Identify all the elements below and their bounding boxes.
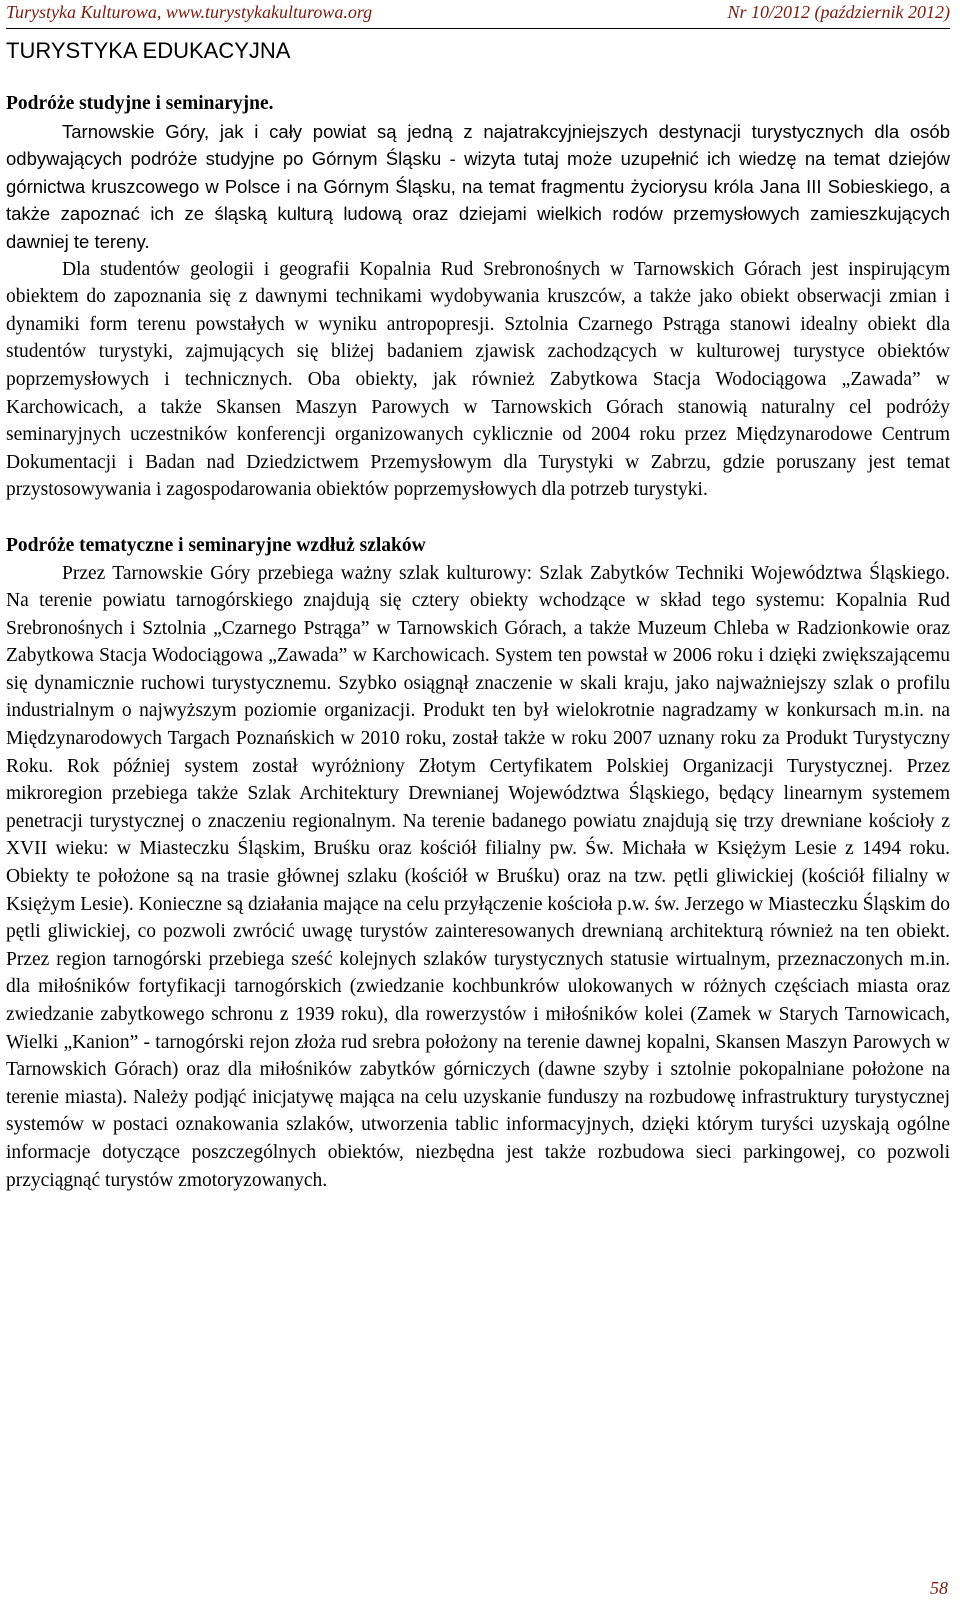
subsection-title-thematic-trips: Podróże tematyczne i seminaryjne wzdłuż szlaków [6, 534, 426, 556]
paragraph: Tarnowskie Góry, jak i cały powiat są jedną z najatrakcyjniejszych destynacji turystycznych dla osób odbywających podróże studyjne po Górnym Śląsku - wizyta tutaj może uzupełnić ich wiedzę na temat dziejów górnictwa kruszcowego w Polsce i na Górnym Śląsku, na temat fragmentu życiorysu króla Jana III Sobieskiego, a także zapoznać ich ze śląską kulturą ludową oraz dziejami wielkich rodów przemysłowych zamieszkujących dawniej te tereny. [6, 120, 950, 252]
subsection-title-study-trips: Podróże studyjne i seminaryjne. [6, 93, 274, 114]
article-body [6, 90, 950, 1194]
section-title: TURYSTYKA EDUKACYJNA [6, 38, 291, 63]
issue-number: Nr 10/2012 (październik 2012) [727, 2, 950, 22]
page-header [6, 0, 950, 29]
paragraph: Dla studentów geologii i geografii Kopalnia Rud Srebronośnych w Tarnowskich Górach jest inspirującym obiektem do zapoznania się z dawnymi technikami wydobywania kruszców, a także jako obiekt obserwacji zmian i dynamiki form terenu powstałych w wyniku antropopresji. Sztolnia Czarnego Pstrąga stanowi idealny obiekt dla studentów turystyki, zajmujących się bliżej badaniem zjawisk zachodzących w kulturowej turystyce obiektów poprzemysłowych i technicznych. Oba obiekty, jak również Zabytkowa Stacja Wodociągowa „Zawada” w Karchowicach, a także Skansen Maszyn Parowych w Tarnowskich Górach stanowią naturalny cel podróży seminaryjnych uczestników konferencji organizowanych cyklicznie od 2004 roku przez Międzynarodowe Centrum Dokumentacji i Badan nad Dziedzictwem Przemysłowym dla Turystyki w Zabrzu, gdzie poruszany jest temat przystosowywania i zagospodarowania obiektów poprzemysłowych dla potrzeb turystyki. [6, 258, 950, 501]
journal-name: Turystyka Kulturowa, www.turystykakulturowa.org [6, 2, 373, 22]
page-number: 58 [930, 1578, 948, 1598]
paragraph: Przez Tarnowskie Góry przebiega ważny szlak kulturowy: Szlak Zabytków Techniki Województwa Śląskiego. Na terenie powiatu tarnogórskiego znajdują się cztery obiekty wchodzące w skład tego systemu: Kopalnia Rud Srebronośnych i Sztolnia „Czarnego Pstrąga” w Tarnowskich Górach, a także Muzeum Chleba w Radzionkowie oraz Zabytkowa Stacja Wodociągowa „Zawada” w Karchowicach. System ten powstał w 2006 roku i dzięki zwiększającemu się dynamicznie ruchowi turystycznemu. Szybko osiągnął znaczenie w skali kraju, jako najważniejszy szlak o profilu industrialnym o najwyższym poziomie organizacji. Produkt ten był wielokrotnie nagradzamy w konkursach m.in. na Międzynarodowych Targach Poznańskich w 2010 roku, został także w roku 2007 uznany roku za Produkt Turystyczny Roku. Rok później system został wyróżniony Złotym Certyfikatem Polskiej Organizacji Turystycznej. Przez mikroregion przebiega także Szlak Architektury Drewnianej Województwa Śląskiego, będący linearnym systemem penetracji turystycznej o znaczeniu regionalnym. Na terenie badanego powiatu znajdują się trzy drewniane kościoły z XVII wieku: w Miasteczku Śląskim, Bruśku oraz kościół filialny pw. Św. Michała w Księżym Lesie z 1494 roku. Obiekty te położone są na trasie głównej szlaku (kościół w Bruśku) oraz na tzw. pętli gliwickiej (kościół filialny w Księżym Lesie). Konieczne są działania mające na celu przyłączenie kościoła p.w. św. Jerzego w Miasteczku Śląskim do pętli gliwickiej, co pozwoli zwrócić uwagę turystów zainteresowanych drewnianą architekturą również na ten obiekt. Przez region tarnogórski przebiega sześć kolejnych szlaków turystycznych statusie wirtualnym, przeznaczonych m.in. dla miłośników fortyfikacji tarnogórskich (zwiedzanie kochbunkrów ulokowanych w różnych częściach miasta oraz zwiedzanie zabytkowego schronu z 1939 roku), dla rowerzystów i miłośników kolei (Zamek w Starych Tarnowicach, Wielki „Kanion” - tarnogórski rejon złoża rud srebra położony na terenie dawnej kopalni, Skansen Maszyn Parowych w Tarnowskich Górach) oraz dla miłośników zabytków górniczych (dawne szyby i sztolnie pokopalniane położone na terenie miasta). Należy podjąć inicjatywę mająca na celu uzyskanie funduszy na rozbudowę infrastruktury turystycznej systemów w postaci oznakowania szlaków, utworzenia tablic informacyjnych, dzięki którym turyści uzyskają ogólne informacje dotyczące poszczególnych obiektów, niezbędna jest także rozbudowa sieci parkingowej, co pozwoli przyciągnąć turystów zmotoryzowanych. [6, 562, 950, 1191]
